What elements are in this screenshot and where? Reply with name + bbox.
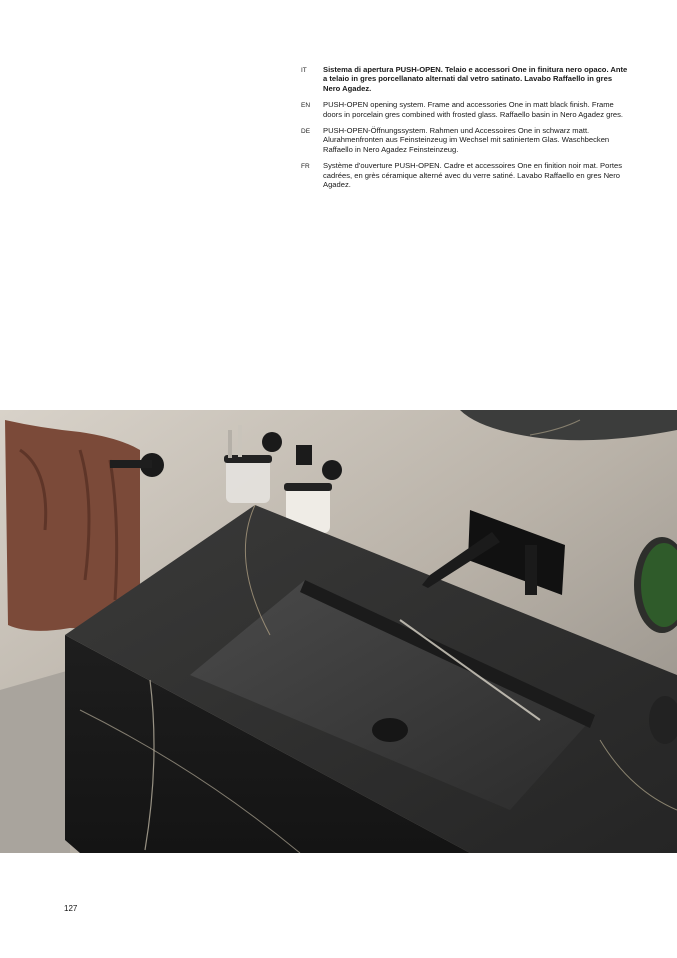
language-code: EN <box>301 102 311 110</box>
language-code: IT <box>301 67 307 74</box>
bathroom-vanity-illustration <box>0 410 677 853</box>
description-text: Sistema di apertura PUSH-OPEN. Telaio e accessori One in finitura nero opaco. Ante a telaio in gres porcellanato alternati dal vetro satinato. Lavabo Raffaello in gres Nero Agadez. <box>323 65 628 93</box>
language-code: DE <box>301 128 311 136</box>
page-number: 127 <box>64 904 78 913</box>
description-text: Système d'ouverture PUSH-OPEN. Cadre et accessoires One en finition noir mat. Portes cadrées, en grès céramique alterné avec du verre satiné. Lavabo Raffaello en gres Nero Agadez. <box>323 161 622 190</box>
product-photo <box>0 410 677 853</box>
product-description-block <box>301 65 631 196</box>
description-en <box>301 100 631 119</box>
description-de <box>301 126 631 154</box>
description-text: PUSH-OPEN-Öffnungssystem. Rahmen und Accessoires One in schwarz matt. Alurahmenfronten aus Feinsteinzeug im Wechsel mit satiniertem Glas. Waschbecken Raffaello in Nero Agadez Feinsteinzeug. <box>323 126 610 154</box>
language-code: FR <box>301 163 310 171</box>
description-fr <box>301 161 631 189</box>
description-text: PUSH-OPEN opening system. Frame and accessories One in matt black finish. Frame doors in porcelain gres combined with frosted glass. Raffaello basin in Nero Agadez gres. <box>323 100 623 119</box>
description-it <box>301 65 631 93</box>
